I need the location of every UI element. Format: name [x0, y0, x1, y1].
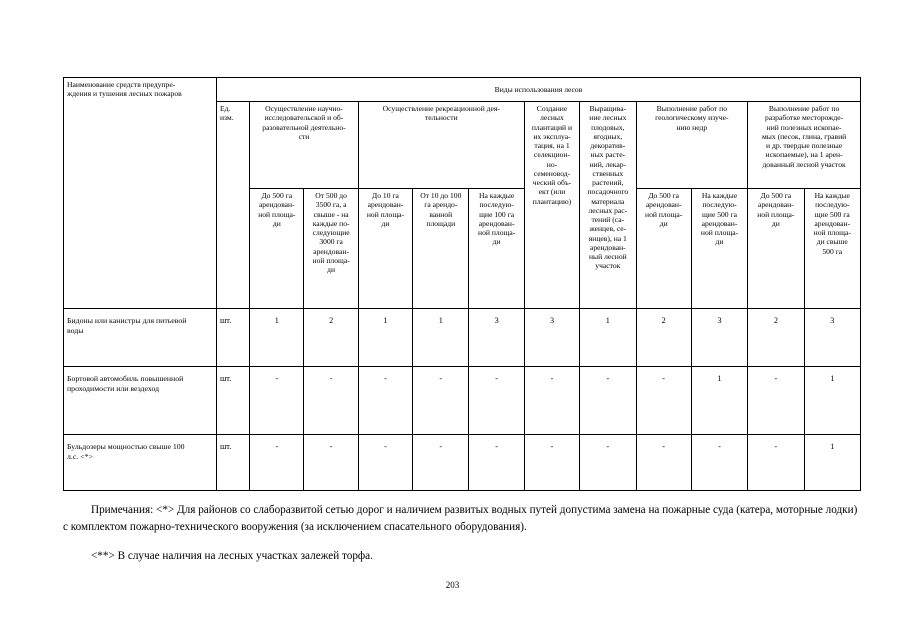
cell-value: 1: [413, 309, 469, 367]
row-unit: шт.: [216, 435, 249, 491]
cell-value: 1: [804, 435, 860, 491]
cell-value: -: [580, 435, 636, 491]
cell-value: -: [469, 435, 524, 491]
group-header-mining: Выполнение работ по разработке месторожде- ний полезных ископае- мых (песок, глина, гравий и др. твердые полезные ископаемые), на 1 арен- дованный лесной участок: [748, 102, 861, 189]
cell-value: 2: [304, 309, 358, 367]
cell-value: -: [469, 367, 524, 435]
group-header-plantations: Создание лесных плантаций и их эксплуа- тация, на 1 селекцион- но- семеновод- ческий объ- ект (или плантацию): [524, 102, 579, 309]
cell-value: -: [304, 435, 358, 491]
cell-value: -: [636, 367, 691, 435]
row-name: Бидоны или канистры для питьевой воды: [64, 309, 217, 367]
cell-value: 1: [250, 309, 304, 367]
cell-value: 3: [691, 309, 747, 367]
cell-value: 1: [691, 367, 747, 435]
col-name-header: Наименование средств предупре- ждения и тушения лесных пожаров: [64, 78, 217, 309]
norms-table: [63, 77, 861, 491]
table-row: [64, 435, 861, 491]
cell-value: 3: [524, 309, 579, 367]
cell-value: 3: [469, 309, 524, 367]
cell-value: -: [524, 435, 579, 491]
unit-header: Ед. изм.: [216, 102, 249, 309]
cell-value: -: [691, 435, 747, 491]
cell-value: -: [524, 367, 579, 435]
row-unit: шт.: [216, 367, 249, 435]
cell-value: -: [580, 367, 636, 435]
cell-value: 2: [748, 309, 804, 367]
page-number: 203: [445, 580, 460, 590]
subheader: От 10 до 100 га арендо- ванной площади: [413, 189, 469, 309]
subheader: На каждые последую- щие 100 га арендован- ной площа- ди: [469, 189, 524, 309]
cell-value: -: [748, 367, 804, 435]
subheader: На каждые последую- щие 500 га арендован- ной площа- ди: [691, 189, 747, 309]
row-unit: шт.: [216, 309, 249, 367]
group-header-geology: Выполнение работ по геологическому изуче- нию недр: [636, 102, 748, 189]
cell-value: -: [358, 367, 412, 435]
subheader: До 500 га арендован- ной площа- ди: [636, 189, 691, 309]
group-header-cultivation: Выращива- ние лесных плодовых, ягодных, декоратив- ных расте- ний, лекар- ственных растений, посадочного материала лесных рас- тений (са- женцев, се- янцев), на 1 арендован- ный лесной участок: [580, 102, 636, 309]
cell-value: 1: [358, 309, 412, 367]
subheader: От 500 до 3500 га, а свыше - на каждые по- следующие 3000 га арендован- ной площа- ди: [304, 189, 358, 309]
subheader: На каждые последую- щие 500 га арендован- ной площа- ди свыше 500 га: [804, 189, 860, 309]
footnote-peat: <**> В случае наличия на лесных участках залежей торфа.: [91, 550, 373, 562]
subheader: До 500 га арендован- ной площа- ди: [250, 189, 304, 309]
uses-header: Виды использования лесов: [216, 78, 860, 102]
cell-value: 3: [804, 309, 860, 367]
cell-value: 1: [804, 367, 860, 435]
cell-value: -: [250, 435, 304, 491]
cell-value: -: [748, 435, 804, 491]
cell-value: 1: [580, 309, 636, 367]
footnote-ferries: Примечания: <*> Для районов со слаборазвитой сетью дорог и наличием развитых водных путей допустима замена на пожарные суда (катера, моторные лодки) с комплектом пожарно-технического вооружения (за исключением спасательного оборудования).: [63, 504, 858, 534]
cell-value: -: [413, 435, 469, 491]
subheader: До 10 га арендован- ной площа- ди: [358, 189, 412, 309]
group-header-research: Осуществление научно- исследовательской и об- разовательной деятельно- сти: [250, 102, 359, 189]
header-row-1: [64, 78, 861, 102]
cell-value: -: [304, 367, 358, 435]
subheader: До 500 га арендован- ной площа- ди: [748, 189, 804, 309]
cell-value: -: [636, 435, 691, 491]
group-header-recreation: Осуществление рекреационной дея- тельности: [358, 102, 524, 189]
table-row: [64, 367, 861, 435]
row-name: Бортовой автомобиль повышенной проходимости или вездеход: [64, 367, 217, 435]
cell-value: -: [413, 367, 469, 435]
table-row: [64, 309, 861, 367]
cell-value: 2: [636, 309, 691, 367]
cell-value: -: [250, 367, 304, 435]
row-name: Бульдозеры мощностью свыше 100 л.с. <*>: [64, 435, 217, 491]
cell-value: -: [358, 435, 412, 491]
